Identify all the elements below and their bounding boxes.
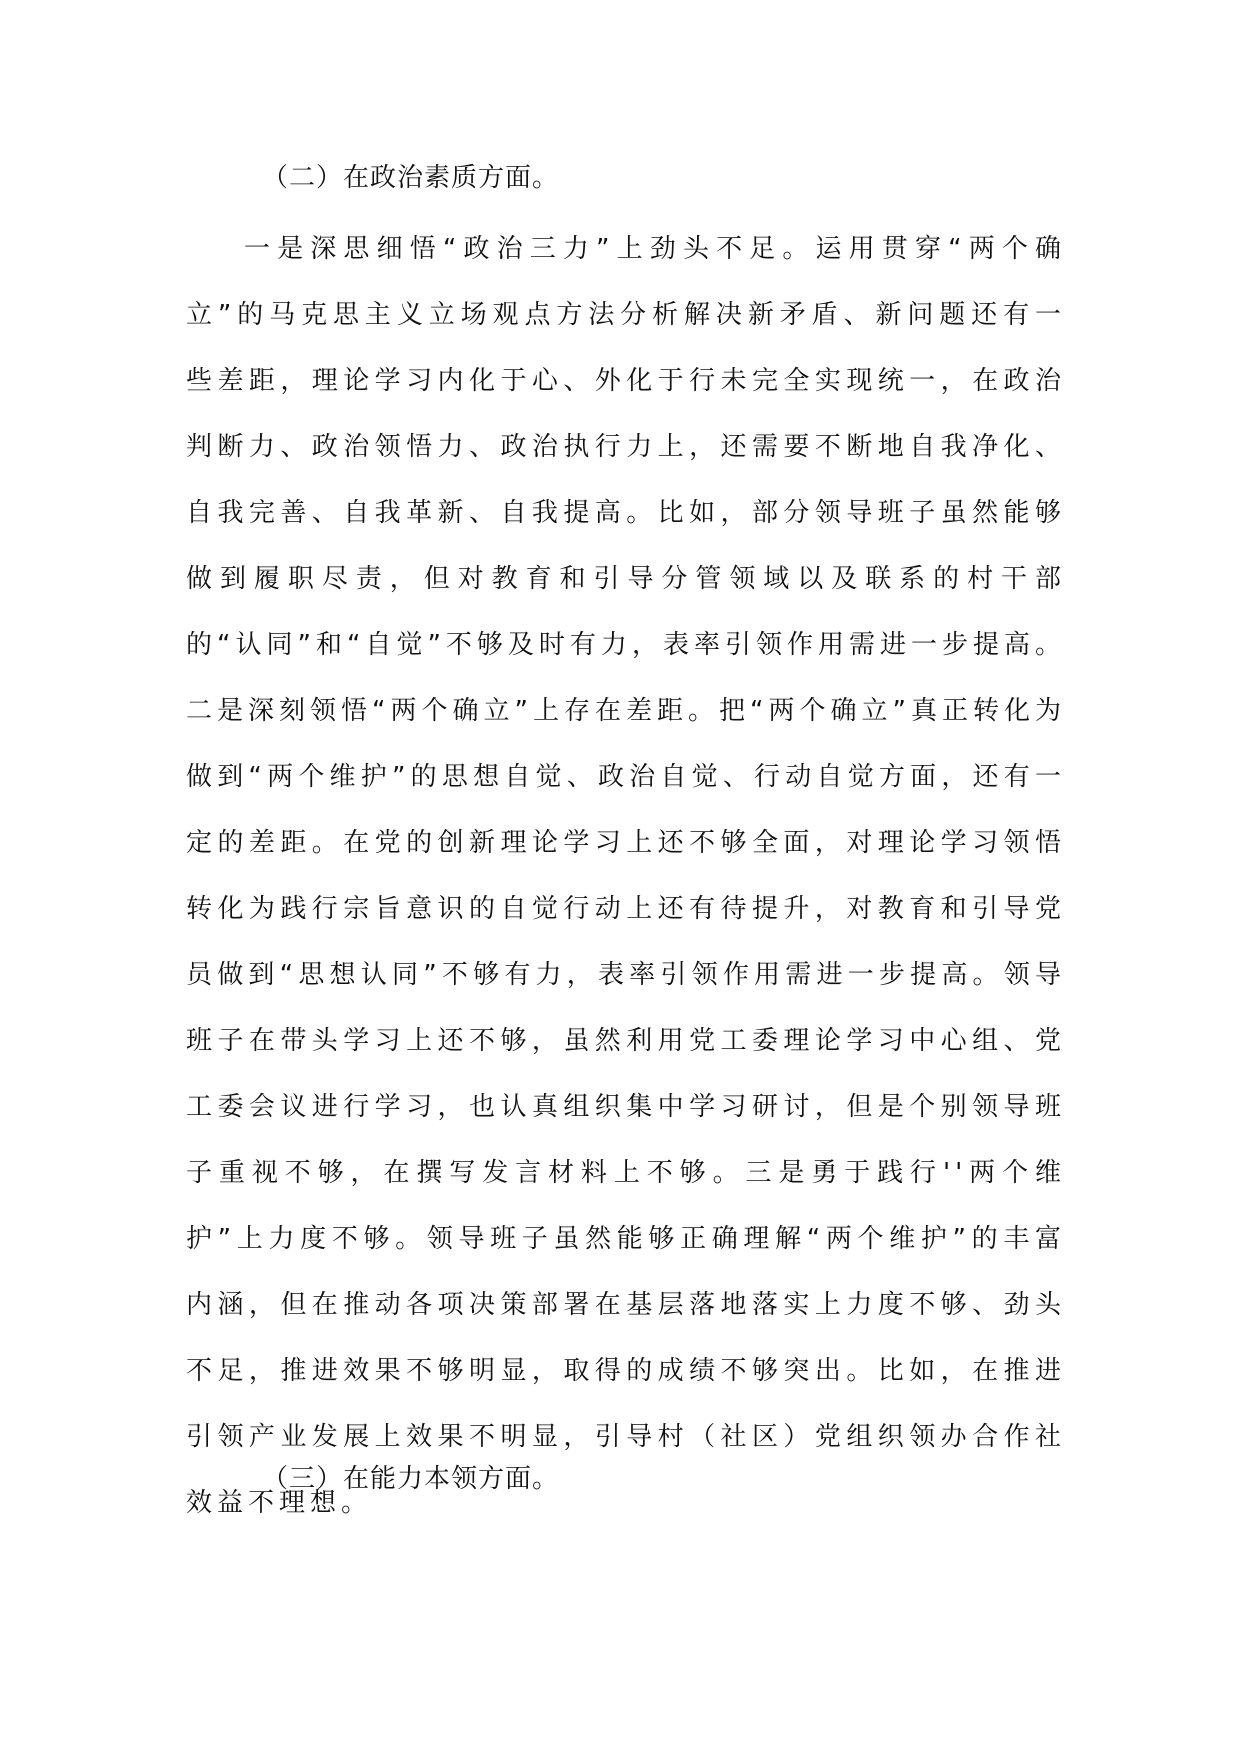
- section-heading-ability: （三）在能力本领方面。: [262, 1464, 560, 1494]
- body-paragraph: 一是深思细悟“政治三力”上劲头不足。运用贯穿“两个确立”的马克思主义立场观点方法分析解决新矛盾、新问题还有一些差距，理论学习内化于心、外化于行未完全实现统一，在政治判断力、政治领悟力、政治执行力上，还需要不断地自我净化、自我完善、自我革新、自我提高。比如，部分领导班子虽然能够做到履职尽责，但对教育和引导分管领域以及联系的村干部的“认同”和“自觉”不够及时有力，表率引领作用需进一步提高。二是深刻领悟“两个确立”上存在差距。把“两个确立”真正转化为做到“两个维护”的思想自觉、政治自觉、行动自觉方面，还有一定的差距。在党的创新理论学习上还不够全面，对理论学习领悟转化为践行宗旨意识的自觉行动上还有待提升，对教育和引导党员做到“思想认同”不够有力，表率引领作用需进一步提高。领导班子在带头学习上还不够，虽然利用党工委理论学习中心组、党工委会议进行学习，也认真组织集中学习研讨，但是个别领导班子重视不够，在撰写发言材料上不够。三是勇于践行''两个维护”上力度不够。领导班子虽然能够正确理解“两个维护”的丰富内涵，但在推动各项决策部署在基层落地落实上力度不够、劲头不足，推进效果不够明显，取得的成绩不够突出。比如，在推进引领产业发展上效果不明显，引导村（社区）党组织领办合作社效益不理想。: [186, 234, 1066, 1518]
- section-heading-political-quality: （二）在政治素质方面。: [262, 163, 560, 193]
